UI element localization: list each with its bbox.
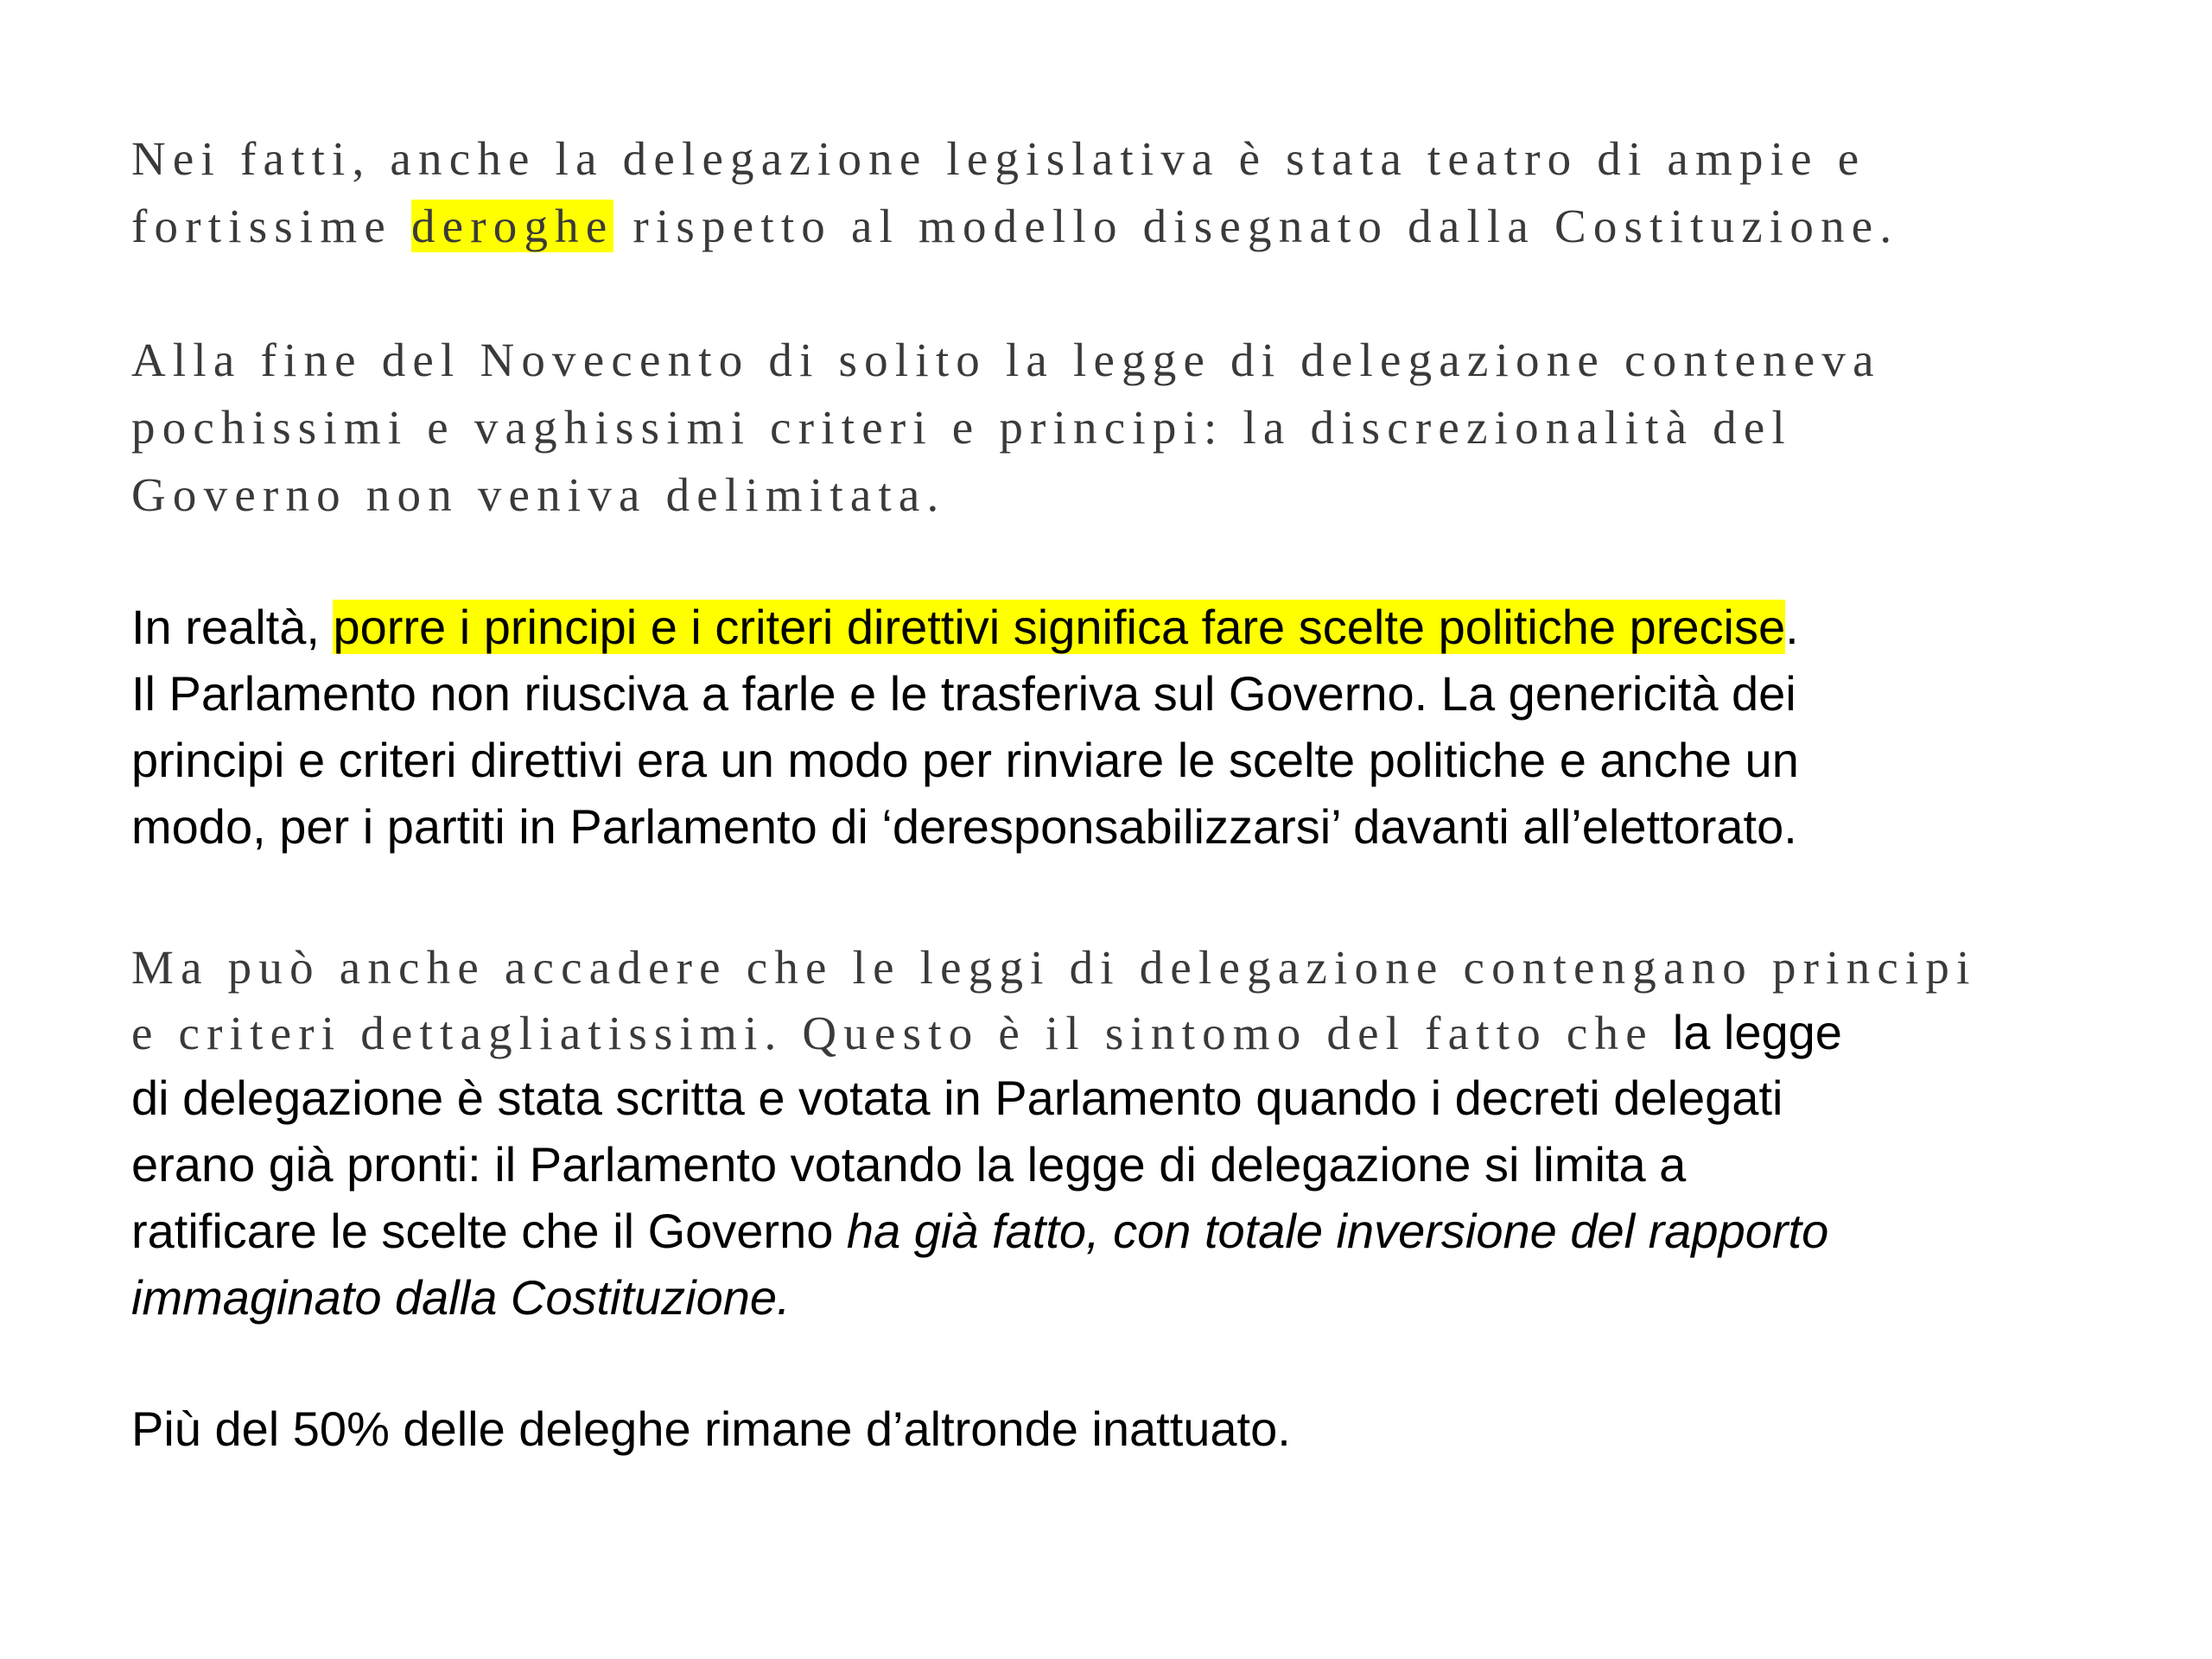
text-line bbox=[131, 1001, 2119, 1065]
text-line: Più del 50% delle deleghe rimane d’altronde inattuato. bbox=[131, 1402, 1291, 1456]
text-line bbox=[131, 193, 2119, 260]
paragraph-novecento bbox=[131, 327, 2119, 529]
text-segment: rispetto al modello disegnato dalla Costituzione. bbox=[613, 200, 1899, 252]
paragraph-criteri-dettagliati bbox=[131, 934, 2119, 1331]
text-line: modo, per i partiti in Parlamento di ‘deresponsabilizzarsi’ davanti all’elettorato. bbox=[131, 799, 1797, 854]
paragraph-in-realta bbox=[131, 594, 2119, 860]
text-segment: la legge bbox=[1672, 1005, 1842, 1059]
text-line bbox=[131, 1198, 2119, 1264]
text-line: Nei fatti, anche la delegazione legislativa è stata teatro di ampie e bbox=[131, 132, 1866, 185]
highlighted-text: porre i principi e i criteri direttivi significa fare scelte politiche precise bbox=[333, 600, 1786, 654]
text-line bbox=[131, 594, 2119, 660]
italic-text: ha già fatto, con totale inversione del rapporto bbox=[846, 1204, 1829, 1258]
text-line: immaginato dalla Costituzione. bbox=[131, 1270, 791, 1325]
text-line: Ma può anche accadere che le leggi di delegazione contengano principi bbox=[131, 941, 1977, 994]
paragraph-deleghe-inattuate bbox=[131, 1395, 2119, 1462]
text-segment: fortissime bbox=[131, 200, 411, 252]
text-segment: In realtà, bbox=[131, 600, 334, 654]
text-line: principi e criteri direttivi era un modo per rinviare le scelte politiche e anche un bbox=[131, 733, 1799, 787]
paragraph-deroghe bbox=[131, 125, 2119, 260]
text-line: di delegazione è stata scritta e votata in Parlamento quando i decreti delegati bbox=[131, 1071, 1783, 1125]
text-line: Governo non veniva delimitata. bbox=[131, 468, 946, 521]
text-segment: . bbox=[1785, 600, 1799, 654]
text-segment: e criteri dettagliatissimi. Questo è il sintomo del fatto che bbox=[131, 1007, 1673, 1059]
text-line: pochissimi e vaghissimi criteri e principi: la discrezionalità del bbox=[131, 401, 1792, 454]
text-line: erano già pronti: il Parlamento votando la legge di delegazione si limita a bbox=[131, 1137, 1687, 1192]
text-segment: ratificare le scelte che il Governo bbox=[131, 1204, 847, 1258]
text-line: Il Parlamento non riusciva a farle e le trasferiva sul Governo. La genericità dei bbox=[131, 666, 1796, 721]
text-line: Alla fine del Novecento di solito la legge di delegazione conteneva bbox=[131, 334, 1881, 386]
highlighted-text: deroghe bbox=[410, 200, 614, 252]
